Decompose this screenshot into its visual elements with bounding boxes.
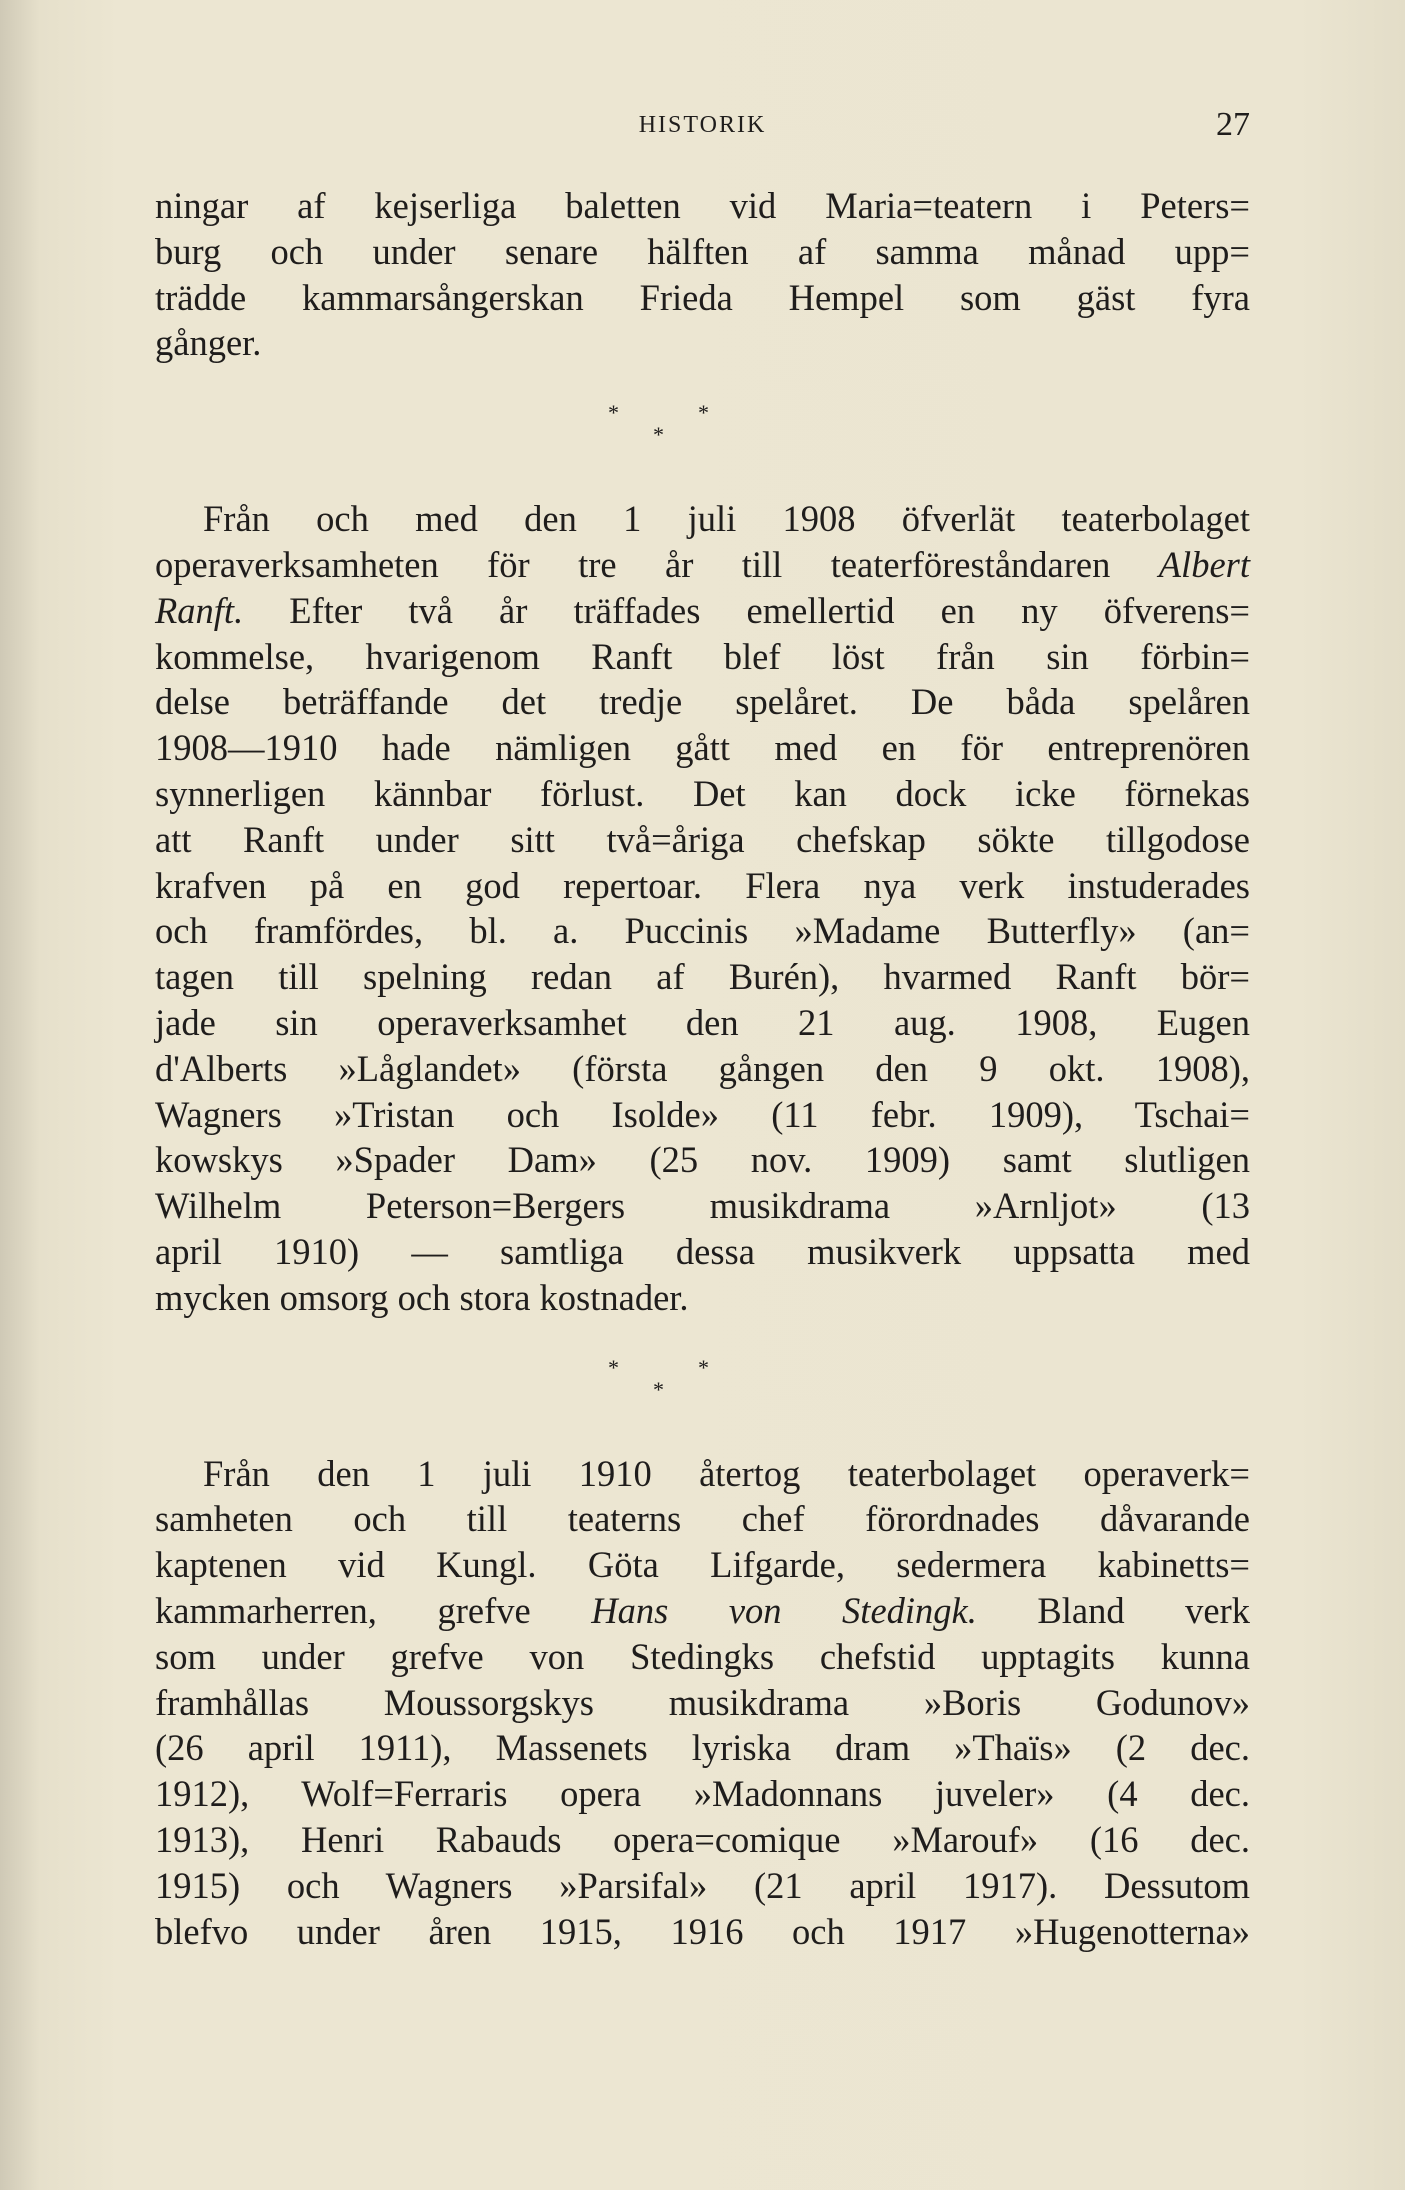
- text-line: Från den 1 juli 1910 återtog teaterbolaget operaverk=: [203, 1452, 1250, 1494]
- asterisk-glyph: *: [698, 1354, 709, 1380]
- text-line: Från och med den 1 juli 1908 öfverlät teaterbolaget: [203, 498, 1250, 540]
- text-line: 1908—1910 hade nämligen gått med en för entreprenören: [155, 727, 1250, 769]
- page-number: 27: [1216, 106, 1250, 143]
- paragraph-ranft: [155, 496, 1250, 1320]
- text-line: [155, 1588, 1250, 1634]
- text-run: kammarherren, grefve: [155, 1589, 592, 1631]
- text-run: Bland verk: [976, 1589, 1250, 1631]
- name-ranft: Ranft.: [155, 589, 244, 631]
- text-line: ningar af kejserliga baletten vid Maria=teatern i Peters=: [155, 185, 1250, 226]
- text-line: trädde kammarsångerskan Frieda Hempel som gäst fyra: [155, 276, 1250, 318]
- paragraph-stedingk: [155, 1451, 1250, 1955]
- text-line: [155, 542, 1250, 588]
- text-run: Efter två år träffades emellertid en ny öfverens=: [243, 589, 1250, 631]
- text-line: och framfördes, bl. a. Puccinis »Madame Butterfly» (an=: [155, 910, 1250, 952]
- running-head: HISTORIK: [638, 112, 767, 138]
- asterisk-glyph: *: [653, 422, 664, 448]
- asterisk-glyph: *: [698, 400, 709, 426]
- text-line: delse beträffande det tredje spelåret. De båda spelåren: [155, 681, 1250, 723]
- text-line: tagen till spelning redan af Burén), hvarmed Ranft bör=: [155, 956, 1250, 998]
- text-line: burg och under senare hälften af samma månad upp=: [155, 230, 1250, 272]
- text-line: [155, 588, 1250, 634]
- text-line: framhållas Moussorgskys musikdrama »Boris Godunov»: [155, 1681, 1250, 1723]
- text-line: 1913), Henri Rabauds opera=comique »Marouf» (16 dec.: [155, 1818, 1250, 1860]
- text-line: kaptenen vid Kungl. Göta Lifgarde, sedermera kabinetts=: [155, 1544, 1250, 1586]
- text-line: kommelse, hvarigenom Ranft blef löst från sin förbin=: [155, 635, 1250, 677]
- text-line: att Ranft under sitt två=åriga chefskap sökte tillgodose: [155, 818, 1250, 860]
- name-hans-von-stedingk: Hans von Stedingk.: [591, 1589, 977, 1631]
- text-line: d'Alberts »Låglandet» (första gången den 9 okt. 1908),: [155, 1047, 1250, 1089]
- text-line: 1912), Wolf=Ferraris opera »Madonnans juveler» (4 dec.: [155, 1773, 1250, 1815]
- asterisk-glyph: *: [653, 1376, 664, 1402]
- text-line: 1915) och Wagners »Parsifal» (21 april 1917). Dessutom: [155, 1864, 1250, 1906]
- text-line: som under grefve von Stedingks chefstid upptagits kunna: [155, 1635, 1250, 1677]
- text-line: synnerligen kännbar förlust. Det kan dock icke förnekas: [155, 772, 1250, 814]
- text-line: blefvo under åren 1915, 1916 och 1917 »Hugenotterna»: [155, 1910, 1250, 1952]
- text-line: gånger.: [155, 322, 262, 364]
- paragraph-continued: [155, 183, 1250, 366]
- text-line: Wilhelm Peterson=Bergers musikdrama »Arnljot» (13: [155, 1185, 1250, 1227]
- page-header: [155, 106, 1250, 152]
- name-albert: Albert: [1158, 543, 1250, 585]
- text-line: Wagners »Tristan och Isolde» (11 febr. 1909), Tschai=: [155, 1093, 1250, 1135]
- text-line: kowskys »Spader Dam» (25 nov. 1909) samt slutligen: [155, 1139, 1250, 1181]
- text-run: operaverksamheten för tre år till teaterföreståndaren: [155, 543, 1159, 585]
- text-line: samheten och till teaterns chef förordnades dåvarande: [155, 1498, 1250, 1540]
- asterisk-glyph: *: [608, 400, 619, 426]
- body-text: [155, 183, 1250, 1954]
- text-line: jade sin operaverksamhet den 21 aug. 1908, Eugen: [155, 1001, 1250, 1043]
- asterism-divider: [155, 1321, 1250, 1451]
- asterisk-glyph: *: [608, 1354, 619, 1380]
- text-line: april 1910) — samtliga dessa musikverk uppsatta med: [155, 1230, 1250, 1272]
- text-line: mycken omsorg och stora kostnader.: [155, 1276, 689, 1318]
- asterism-divider: [155, 366, 1250, 496]
- text-line: krafven på en god repertoar. Flera nya verk instuderades: [155, 864, 1250, 906]
- text-line: (26 april 1911), Massenets lyriska dram »Thaïs» (2 dec.: [155, 1727, 1250, 1769]
